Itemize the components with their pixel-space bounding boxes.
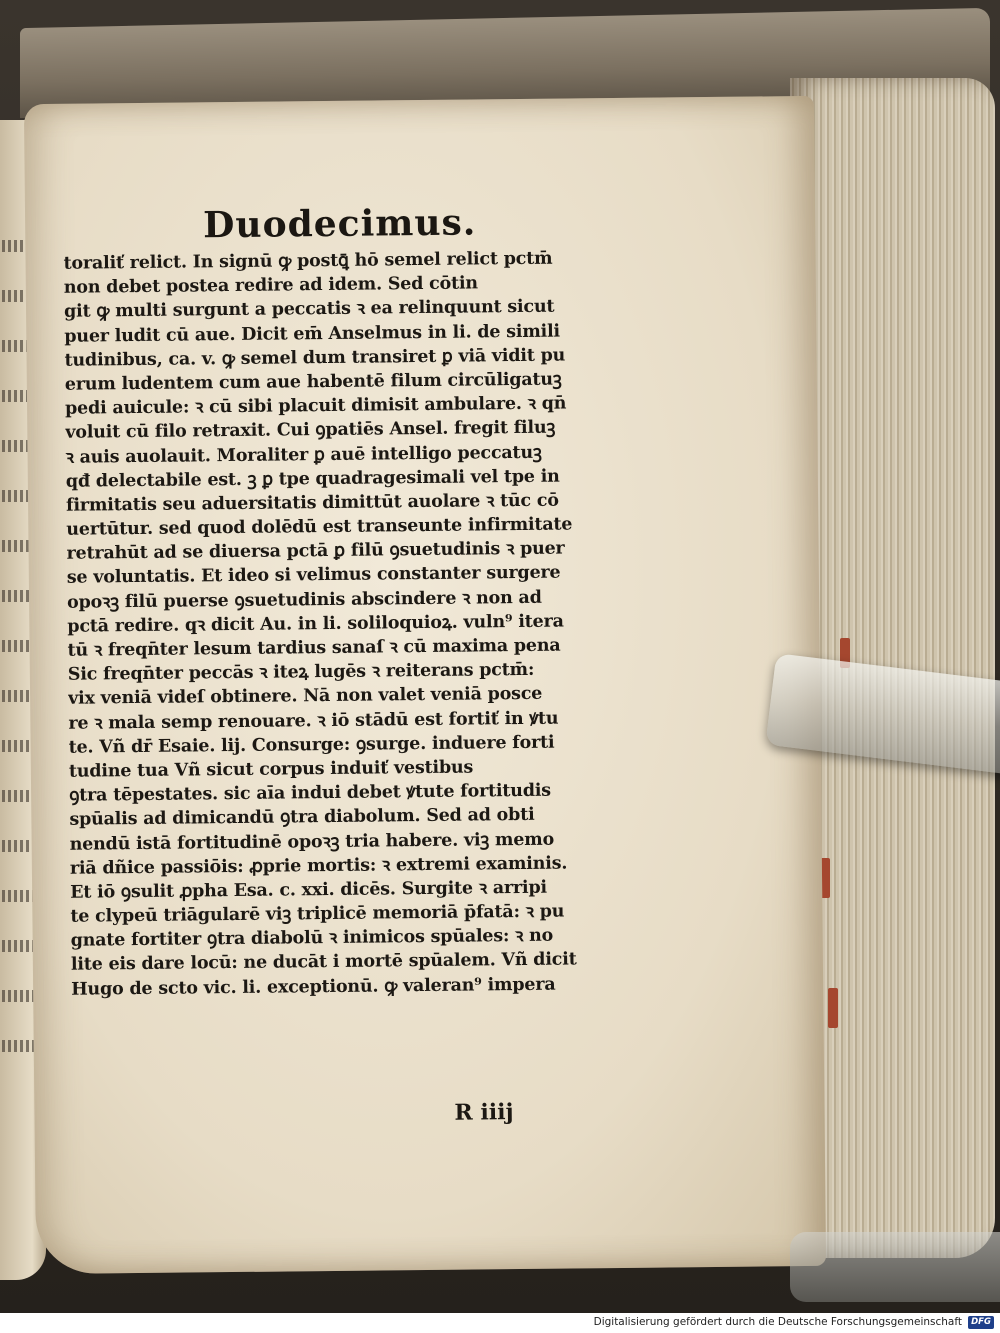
text-line: Et iō ꝯsulit ꝓpha Esa. c. xxi. dicēs. Surgite ꝛ arripi [70,877,548,903]
text-line: toraliť relict. In signū ꝙ postꝗ̄ hō semel relict pctm̄ [63,248,553,274]
text-line: voluit cū filo retraxit. Cui ꝯpatiēs Ansel. fregit filuꝫ [65,417,556,444]
text-line: ꝛ auis auolauit. Moraliter ꝑ auē intelligo peccatuꝫ [65,442,542,468]
text-line: tū ꝛ freqn̄ter lesum tardius sanaſ ꝛ cū maxima pena [67,635,561,661]
page-body-text [63,246,631,1002]
signature-mark: R iiij [454,1099,514,1126]
text-line: puer ludit cū aue. Dicit em̄ Anselmus in li. de simili [64,321,561,347]
text-line: uertūtur. sed quod dolēdū est transeunte infirmitate [66,514,573,540]
text-line: firmitatis seu aduersitatis dimittūt auolare ꝛ tūc cō [65,490,559,516]
text-line: se voluntatis. Et ideo si velimus constanter surgere [66,563,561,589]
text-line: tudine tua Vñ sicut corpus induiť vestibus [68,757,474,782]
page-heading: Duodecimus. [202,201,477,247]
text-line: Sic freqn̄ter peccās ꝛ iteꝝ lugēs ꝛ reiterans pctm̄: [67,660,535,685]
text-line: opoꝛꝫ filū puerse ꝯsuetudinis abscindere ꝛ non ad [67,587,542,613]
text-line: vix veniā videſ obtinere. Nā non valet veniā posce [68,684,543,710]
bookmark-tab [828,988,838,1028]
text-line: erum ludentem cum aue habentē filum circūligatuꝫ [64,369,562,395]
footer-credit: Digitalisierung gefördert durch die Deutsche Forschungsgemeinschaft [593,1316,962,1328]
text-line: non debet postea redire ad idem. Sed cōtin [63,273,479,298]
text-line: te. Vñ dr̄ Esaie. lij. Consurge: ꝯsurge. induere forti [68,732,555,758]
text-line: pedi auicule: ꝛ cū sibi placuit dimisit ambulare. ꝛ qn̄ [64,393,567,419]
glass-clip-bottom [790,1232,1000,1302]
book-page [24,96,826,1274]
footer-bar [0,1313,1000,1333]
dfg-logo-icon: DFG [968,1316,994,1329]
text-line: qđ delectabile est. ꝫ ꝑ tpe quadragesimali vel tpe in [65,466,560,492]
text-line: Hugo de scto vic. li. exceptionū. ꝙ valeran⁹ impera [71,974,556,1000]
text-line: nendū istā fortitudinē opoꝛꝫ tria habere. viꝫ memo [69,829,555,855]
text-line: ꝯtra tēpestates. sic aīa indui debet ꝟtute fortitudis [69,780,552,806]
text-line: tudinibus, ca. v. ꝙ semel dum transiret ꝑ viā vidit pu [64,345,566,371]
text-line: pctā redire. qꝛ dicit Au. in li. soliloquioꝝ. vuln⁹ itera [67,611,564,637]
text-line: git ꝙ multi surgunt a peccatis ꝛ ea relinquunt sicut [63,297,555,323]
text-line: re ꝛ mala semp renouare. ꝛ iō stādū est fortiť in ꝟtu [68,708,559,734]
text-line: lite eis dare locū: ne ducāt i mortē spūalem. Vñ dicit [70,949,577,976]
text-line: gnate fortiter ꝯtra diabolū ꝛ inimicos spūales: ꝛ no [70,925,554,951]
text-line: te clypeū triāgularē viꝫ triplicē memoriā p̄fatā: ꝛ pu [70,901,565,927]
text-line: spūalis ad dimicandū ꝯtra diabolum. Sed ad obti [69,805,535,831]
text-line: retrahūt ad se diuersa pctā ꝑ filū ꝯsuetudinis ꝛ puer [66,538,565,564]
text-line: riā dñice passiōis: ꝓprie mortis: ꝛ extremi examinis. [69,853,568,879]
